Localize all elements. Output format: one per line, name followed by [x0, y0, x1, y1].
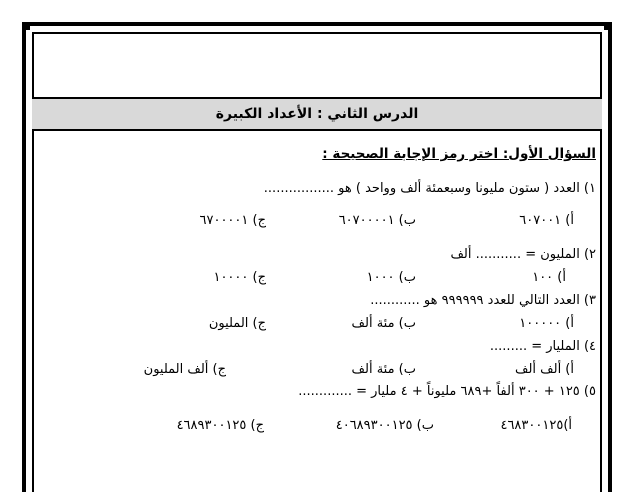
- question-2-option-c: ج) ١٠٠٠٠: [213, 270, 266, 285]
- question-5-option-c: ج) ٤٦٨٩٣٠٠١٢٥: [176, 418, 264, 433]
- section-heading: السؤال الأول: اختر رمز الإجابة الصحيحة :: [322, 146, 596, 162]
- lesson-title: الدرس الثاني : الأعداد الكبيرة: [215, 106, 419, 122]
- question-1-option-c: ج) ٦٧٠٠٠٠١: [199, 213, 266, 228]
- lesson-title-band: [32, 97, 602, 131]
- question-3-option-b: ب) مئة ألف: [351, 316, 416, 331]
- question-2-option-b: ب) ١٠٠٠: [366, 270, 416, 285]
- question-2-stem: ٢) المليون = ........... ألف: [450, 247, 596, 262]
- question-2-option-a: أ) ١٠٠: [532, 270, 566, 285]
- question-3-option-c: ج) المليون: [208, 316, 266, 331]
- question-1-stem: ١) العدد ( ستون مليونا وسبعمئة ألف وواحد ) هو .................: [263, 181, 596, 196]
- question-5-stem: ٥) ١٢٥ + ٣٠٠ ألفاً +٦٨٩ مليوناً + ٤ مليار = .............: [298, 384, 596, 399]
- question-4-option-c: ج) ألف المليون: [143, 362, 226, 377]
- question-1-option-a: أ) ٦٠٧٠٠١: [519, 213, 574, 228]
- question-4-option-a: أ) ألف ألف: [514, 362, 574, 377]
- question-5-option-a: أ)٤٦٨٣٠٠١٢٥: [500, 418, 572, 433]
- question-3-option-a: أ) ١٠٠٠٠٠: [519, 316, 574, 331]
- question-5-option-b: ب) ٤٠٦٨٩٣٠٠١٢٥: [335, 418, 434, 433]
- question-3-stem: ٣) العدد التالي للعدد ٩٩٩٩٩٩ هو ............: [370, 293, 596, 308]
- border-corner-top-right: [604, 22, 612, 30]
- question-4-option-b: ب) مئة ألف: [351, 362, 416, 377]
- question-4-stem: ٤) المليار = .........: [489, 339, 596, 354]
- border-corner-top-left: [22, 22, 30, 30]
- question-1-option-b: ب) ٦٠٧٠٠٠٠١: [338, 213, 416, 228]
